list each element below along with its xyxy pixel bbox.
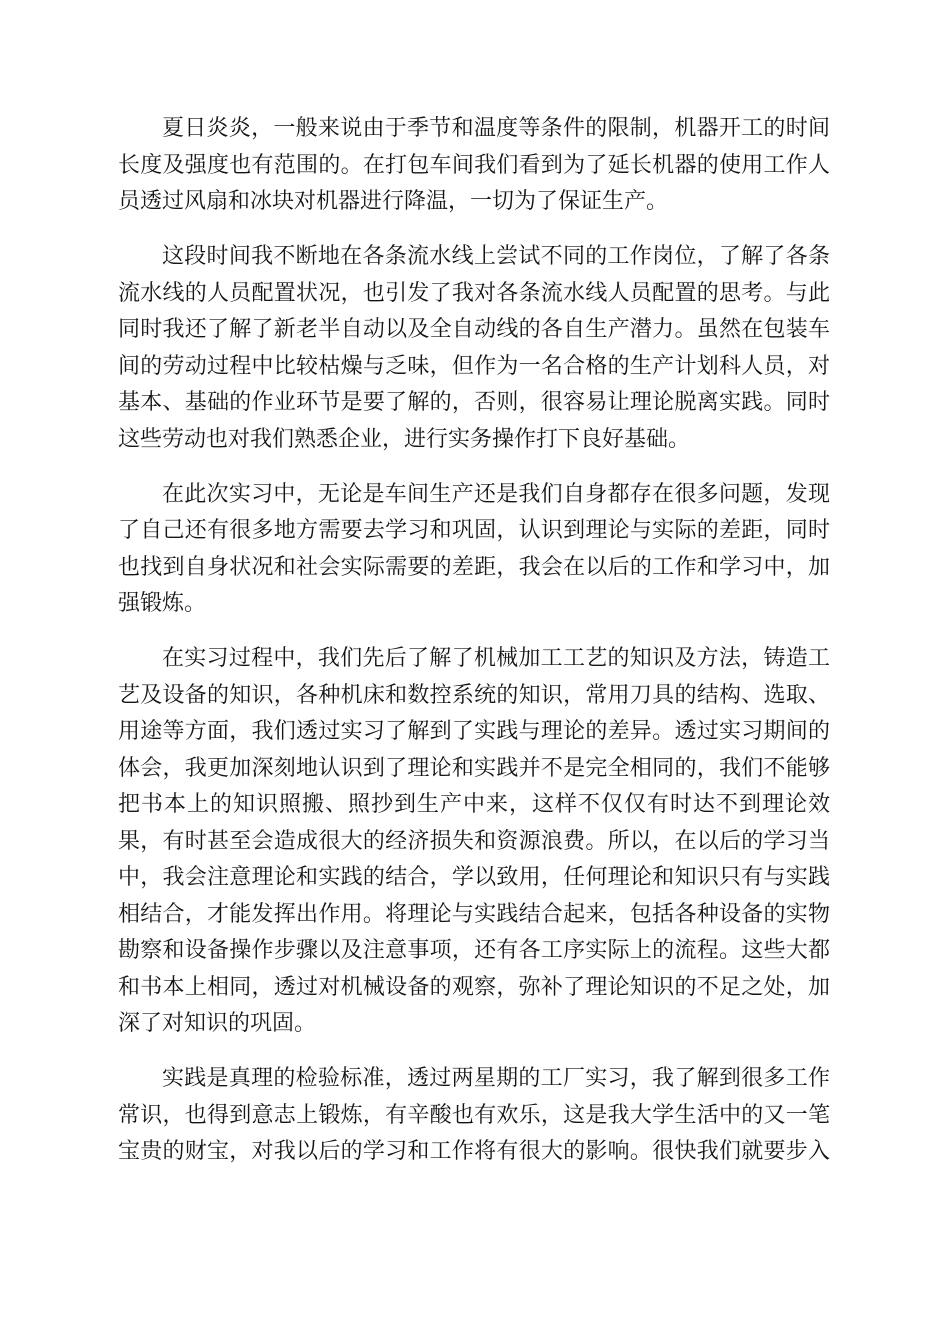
text-line: 同时我还了解了新老半自动以及全自动线的各自生产潜力。虽然在包装车 xyxy=(118,317,830,342)
text-line: 中，我会注意理论和实践的结合，学以致用，任何理论和知识只有与实践 xyxy=(118,865,830,890)
text-line: 这段时间我不断地在各条流水线上尝试不同的工作岗位，了解了各条 xyxy=(162,244,830,269)
text-line: 实践是真理的检验标准，透过两星期的工厂实习，我了解到很多工作 xyxy=(162,1066,830,1091)
paragraph-4 xyxy=(118,641,830,1043)
text-line: 用途等方面，我们透过实习了解到了实践与理论的差异。透过实习期间的 xyxy=(118,719,830,744)
text-line: 体会，我更加深刻地认识到了理论和实践并不是完全相同的，我们不能够 xyxy=(118,755,830,781)
text-line: 把书本上的知识照搬、照抄到生产中来，这样不仅仅有时达不到理论效 xyxy=(118,792,830,817)
text-line: 流水线的人员配置状况，也引发了我对各条流水线人员配置的思考。与此 xyxy=(118,280,830,306)
text-line: 常识，也得到意志上锻炼，有辛酸也有欢乐，这是我大学生活中的又一笔 xyxy=(118,1102,830,1128)
text-line: 和书本上相同，透过对机械设备的观察，弥补了理论知识的不足之处，加 xyxy=(118,974,830,1000)
text-line: 深了对知识的巩固。 xyxy=(118,1011,317,1036)
text-line: 在实习过程中，我们先后了解了机械加工工艺的知识及方法，铸造工 xyxy=(162,646,830,671)
text-line: 果，有时甚至会造成很大的经济损失和资源浪费。所以，在以后的学习当 xyxy=(118,828,830,854)
text-line: 间的劳动过程中比较枯燥与乏味，但作为一名合格的生产计划科人员，对 xyxy=(118,353,830,379)
paragraph-5 xyxy=(118,1061,830,1171)
text-line: 这些劳动也对我们熟悉企业，进行实务操作打下良好基础。 xyxy=(118,426,691,452)
text-line: 基本、基础的作业环节是要了解的，否则，很容易让理论脱离实践。同时 xyxy=(118,390,830,415)
text-line: 夏日炎炎，一般来说由于季节和温度等条件的限制，机器开工的时间 xyxy=(162,116,830,141)
paragraph-1 xyxy=(118,111,830,221)
paragraph-3 xyxy=(118,477,830,623)
paragraph-2 xyxy=(118,239,830,458)
text-line: 强锻炼。 xyxy=(118,591,207,616)
text-line: 长度及强度也有范围的。在打包车间我们看到为了延长机器的使用工作人 xyxy=(118,152,830,178)
document-body xyxy=(118,111,830,1189)
text-line: 也找到自身状况和社会实际需要的差距，我会在以后的工作和学习中，加 xyxy=(118,554,830,580)
text-line: 勘察和设备操作步骤以及注意事项，还有各工序实际上的流程。这些大都 xyxy=(118,938,830,963)
text-line: 宝贵的财宝，对我以后的学习和工作将有很大的影响。很快我们就要步入 xyxy=(118,1139,830,1164)
text-line: 了自己还有很多地方需要去学习和巩固，认识到理论与实际的差距，同时 xyxy=(118,518,830,543)
text-line: 艺及设备的知识，各种机床和数控系统的知识，常用刀具的结构、选取、 xyxy=(118,682,830,708)
text-line: 相结合，才能发挥出作用。将理论与实践结合起来，包括各种设备的实物 xyxy=(118,901,830,927)
text-line: 在此次实习中，无论是车间生产还是我们自身都存在很多问题，发现 xyxy=(162,481,830,507)
text-line: 员透过风扇和冰块对机器进行降温，一切为了保证生产。 xyxy=(118,189,669,214)
